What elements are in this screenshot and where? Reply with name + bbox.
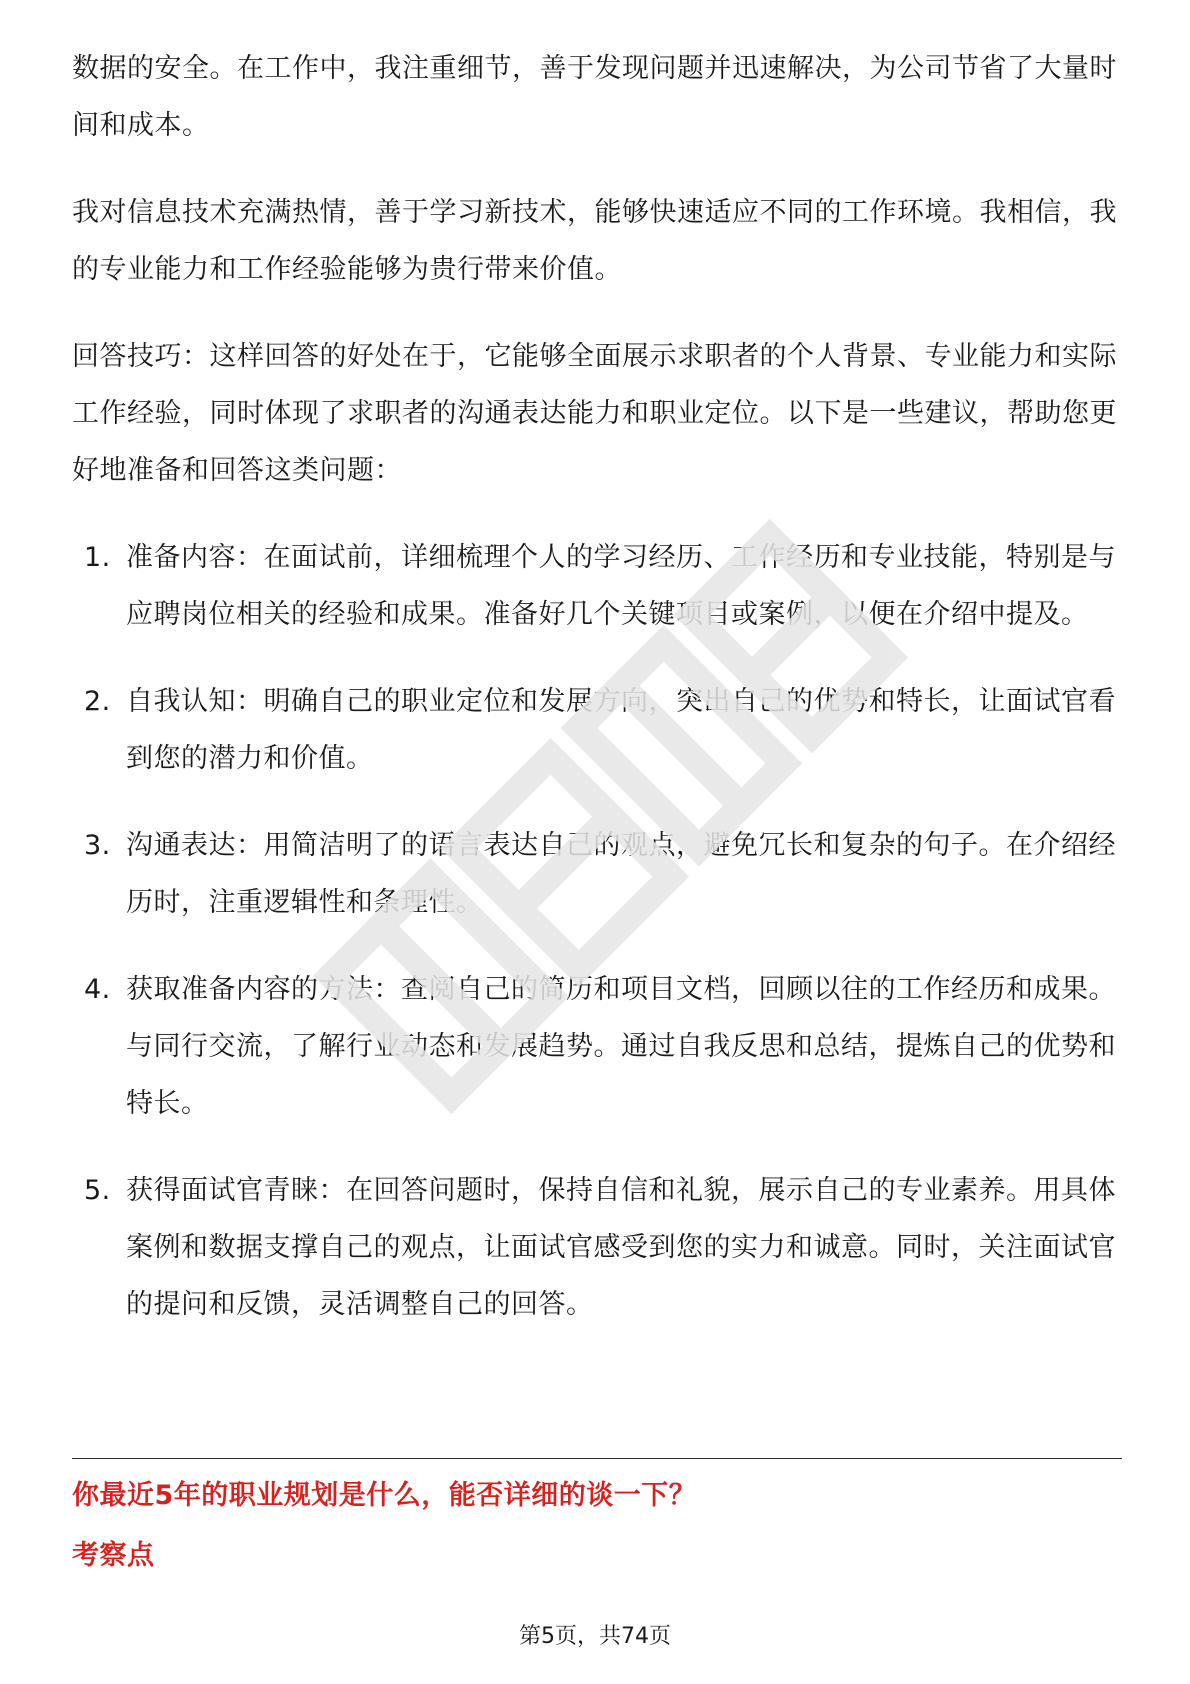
list-item bbox=[72, 673, 1122, 787]
list-item-text: 沟通表达：用简洁明了的语言表达自己的观点，避免冗长和复杂的句子。在介绍经历时，注重逻辑性和条理性。 bbox=[126, 830, 1116, 918]
list-number: 5. bbox=[84, 1175, 111, 1206]
section-divider bbox=[72, 1458, 1122, 1459]
list-item bbox=[72, 817, 1122, 931]
list-item bbox=[72, 961, 1122, 1132]
list-item bbox=[72, 529, 1122, 643]
section-label: 考察点 bbox=[72, 1540, 155, 1571]
document-body bbox=[72, 40, 1122, 1363]
page-footer: 第5页，共74页 bbox=[519, 1624, 671, 1649]
list-item bbox=[72, 1162, 1122, 1333]
interview-question-heading: 你最近5年的职业规划是什么，能否详细的谈一下？ bbox=[72, 1480, 697, 1511]
list-item-text: 获取准备内容的方法：查阅自己的简历和项目文档，回顾以往的工作经历和成果。与同行交流，了解行业动态和发展趋势。通过自我反思和总结，提炼自己的优势和特长。 bbox=[126, 974, 1116, 1119]
tips-list bbox=[72, 529, 1122, 1333]
answer-tips-intro: 回答技巧：这样回答的好处在于，它能够全面展示求职者的个人背景、专业能力和实际工作经验，同时体现了求职者的沟通表达能力和职业定位。以下是一些建议，帮助您更好地准备和回答这类问题： bbox=[72, 341, 1117, 486]
list-number: 4. bbox=[84, 974, 111, 1005]
list-item-text: 准备内容：在面试前，详细梳理个人的学习经历、工作经历和专业技能，特别是与应聘岗位相关的经验和成果。准备好几个关键项目或案例，以便在介绍中提及。 bbox=[126, 542, 1116, 630]
list-number: 3. bbox=[84, 830, 111, 861]
list-number: 1. bbox=[84, 542, 111, 573]
list-number: 2. bbox=[84, 686, 111, 717]
paragraph: 数据的安全。在工作中，我注重细节，善于发现问题并迅速解决，为公司节省了大量时间和成本。 bbox=[72, 53, 1117, 141]
list-item-text: 获得面试官青睐：在回答问题时，保持自信和礼貌，展示自己的专业素养。用具体案例和数据支撑自己的观点，让面试官感受到您的实力和诚意。同时，关注面试官的提问和反馈，灵活调整自己的回答。 bbox=[126, 1175, 1116, 1320]
list-item-text: 自我认知：明确自己的职业定位和发展方向，突出自己的优势和特长，让面试官看到您的潜力和价值。 bbox=[126, 686, 1116, 774]
paragraph: 我对信息技术充满热情，善于学习新技术，能够快速适应不同的工作环境。我相信，我的专业能力和工作经验能够为贵行带来价值。 bbox=[72, 197, 1117, 285]
